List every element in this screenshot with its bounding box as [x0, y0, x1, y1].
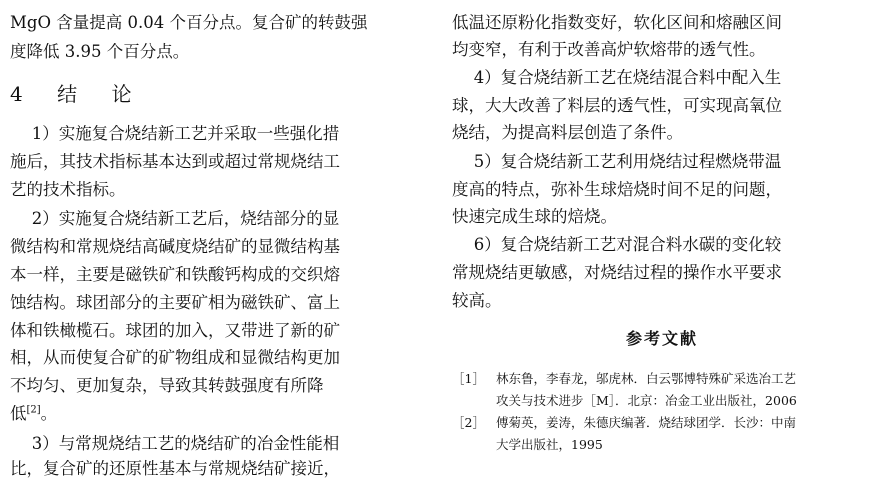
body-text-line: 相，从而使复合矿的矿物组成和显微结构更加 — [10, 348, 340, 367]
reference-number: ［1］ — [452, 371, 485, 386]
reference-number: ［2］ — [452, 415, 485, 430]
references-title: 参考文献 — [625, 329, 698, 348]
body-text-line: 均变窄，有利于改善高炉软熔带的透气性。 — [452, 40, 766, 59]
body-text-fragment: 。 — [40, 404, 58, 423]
body-text-line: 3）与常规烧结工艺的烧结矿的冶金性能相 — [10, 434, 340, 453]
reference-text: 傅菊英，姜涛，朱德庆编著．烧结球团学．长沙：中南 — [496, 415, 797, 430]
body-text-line: 度降低 3.95 个百分点。 — [10, 42, 190, 61]
body-text-line: 微结构和常规烧结高碱度烧结矿的显微结构基 — [10, 237, 340, 256]
body-text-line: 施后，其技术指标基本达到或超过常规烧结工 — [10, 152, 340, 171]
body-text-line: 较高。 — [452, 291, 502, 310]
body-text-line: MgO 含量提高 0.04 个百分点。复合矿的转鼓强 — [10, 13, 368, 32]
reference-text-continuation: 大学出版社，1995 — [496, 437, 603, 452]
body-text-line: 快速完成生球的焙烧。 — [452, 207, 617, 226]
body-text-fragment: 低 — [10, 404, 27, 423]
reference-text: 林东鲁，李春龙，邬虎林．白云鄂博特殊矿采选冶工艺 — [496, 371, 797, 386]
body-text-line: 度高的特点，弥补生球焙烧时间不足的问题， — [452, 180, 782, 199]
body-text-line: 不均匀、更加复杂，导致其转鼓强度有所降 — [10, 376, 324, 395]
body-text-line: 蚀结构。球团部分的主要矿相为磁铁矿、富上 — [10, 293, 340, 312]
citation-mark: [2] — [26, 404, 41, 416]
reference-item — [452, 368, 872, 390]
body-text-line-with-citation — [10, 402, 57, 426]
reference-item — [452, 412, 872, 434]
body-text-line: 艺的技术指标。 — [10, 180, 126, 199]
body-text-line: 4）复合烧结新工艺在烧结混合料中配入生 — [452, 68, 782, 87]
section-heading: 4 结 论 — [10, 82, 146, 106]
body-text-line: 本一样，主要是磁铁矿和铁酸钙构成的交织熔 — [10, 265, 340, 284]
body-text-line: 比，复合矿的还原性基本与常规烧结矿接近， — [10, 459, 340, 478]
body-text-line: 常规烧结更敏感，对烧结过程的操作水平要求 — [452, 263, 782, 282]
body-text-line: 烧结，为提高料层创造了条件。 — [452, 123, 683, 142]
body-text-line: 体和铁橄榄石。球团的加入，又带进了新的矿 — [10, 321, 340, 340]
body-text-line: 2）实施复合烧结新工艺后，烧结部分的显 — [10, 209, 340, 228]
body-text-line: 6）复合烧结新工艺对混合料水碳的变化较 — [452, 235, 782, 254]
reference-text-continuation: 攻关与技术进步［M］．北京：冶金工业出版社，2006 — [496, 393, 797, 408]
body-text-line: 球，大大改善了料层的透气性，可实现高氧位 — [452, 96, 782, 115]
body-text-line: 低温还原粉化指数变好，软化区间和熔融区间 — [452, 13, 782, 32]
body-text-line: 1）实施复合烧结新工艺并采取一些强化措 — [10, 124, 340, 143]
body-text-line: 5）复合烧结新工艺利用烧结过程燃烧带温 — [452, 152, 782, 171]
